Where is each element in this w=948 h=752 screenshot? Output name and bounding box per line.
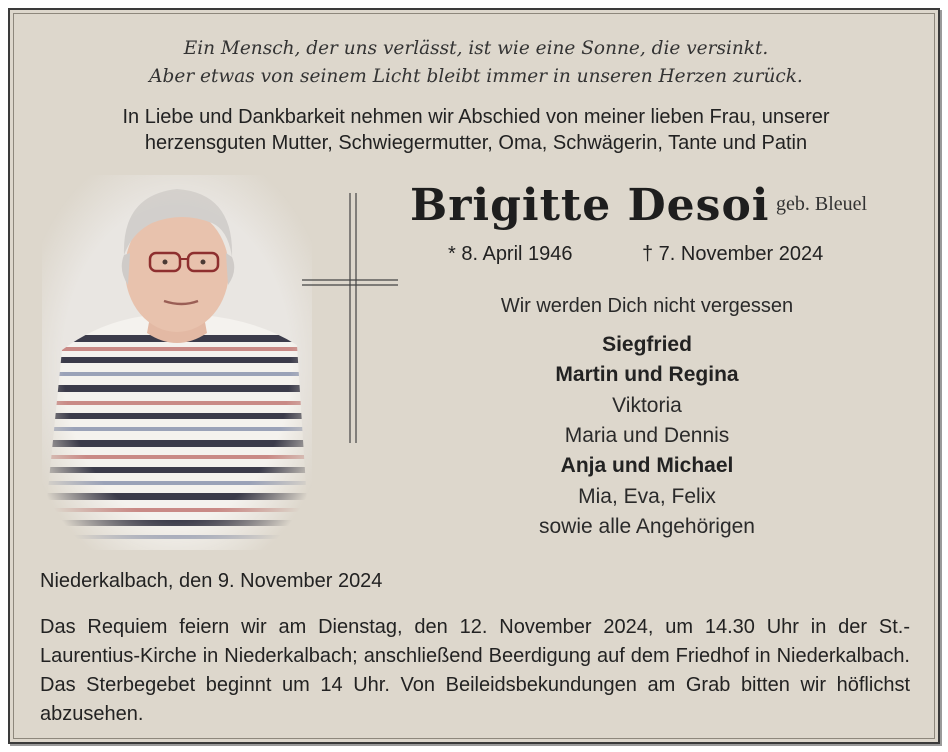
mourner-line: Mia, Eva, Felix — [578, 485, 716, 508]
mourners-heading: Wir werden Dich nicht vergessen — [500, 295, 794, 317]
quote-line-1: Ein Mensch, der uns verlässt, ist wie eine Sonne, die versinkt. — [183, 38, 769, 59]
deceased-name: Brigitte Desoi — [410, 180, 770, 231]
birth-date: * 8. April 1946 — [448, 243, 573, 265]
mourner-line: Martin und Regina — [555, 363, 739, 386]
place-date: Niederkalbach, den 9. November 2024 — [40, 570, 383, 592]
mourner-line: sowie alle Angehörigen — [539, 515, 755, 538]
obituary-card — [8, 8, 940, 744]
maiden-name: geb. Bleuel — [776, 193, 868, 215]
death-date: † 7. November 2024 — [642, 243, 824, 265]
intro-line-2: herzensguten Mutter, Schwiegermutter, Oma, Schwägerin, Tante und Patin — [144, 132, 808, 154]
mourner-line: Siegfried — [602, 333, 692, 356]
mourner-line: Anja und Michael — [560, 454, 734, 477]
portrait-photo — [42, 175, 312, 550]
mourner-line: Maria und Dennis — [564, 424, 730, 447]
cross-icon — [300, 188, 400, 448]
intro-line-1: In Liebe und Dankbarkeit nehmen wir Abschied von meiner lieben Frau, unserer — [122, 106, 830, 128]
requiem-text: Das Requiem feiern wir am Dienstag, den 12. November 2024, um 14.30 Uhr in der St.-Laurentius-Kirche in Niederkalbach; anschließend Beerdigung auf dem Friedhof in Niederkalbach. Das Sterbegebet beginnt um 14 Uhr. Von Beileidsbekundungen am Grab bitten wir höflichst abzusehen. — [40, 616, 910, 725]
quote-line-2: Aber etwas von seinem Licht bleibt immer in unseren Herzen zurück. — [149, 66, 803, 87]
mourner-line: Viktoria — [612, 394, 682, 417]
